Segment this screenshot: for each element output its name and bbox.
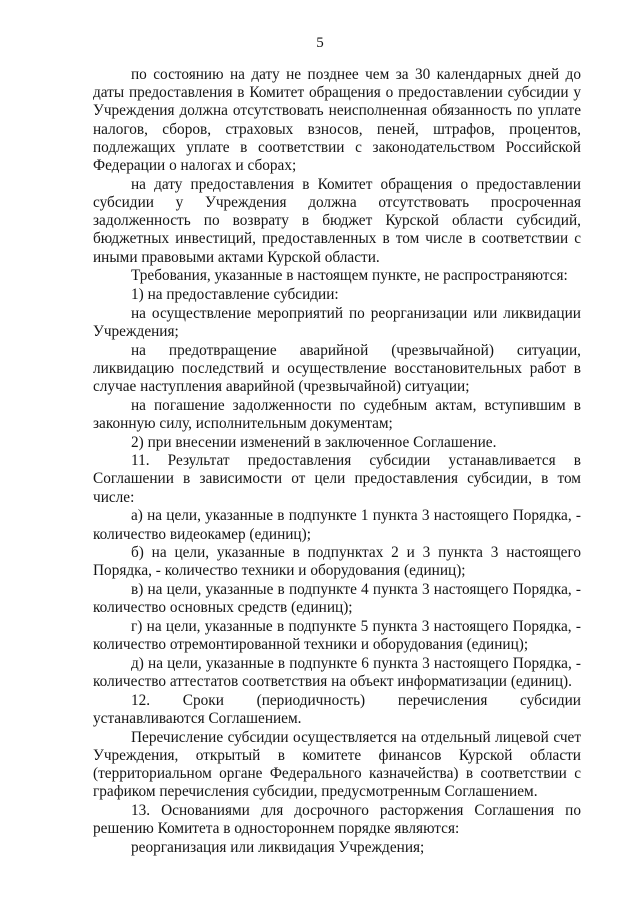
paragraph-17: 13. Основаниями для досрочного расторжения Соглашения по решению Комитета в одностороннем порядке являются: — [93, 802, 581, 838]
page-number: 5 — [316, 35, 324, 51]
paragraph-12: в) на цели, указанные в подпункте 4 пункта 3 настоящего Порядка, - количество основных средств (единиц); — [93, 581, 581, 617]
paragraph-8: 2) при внесении изменений в заключенное Соглашение. — [131, 433, 497, 451]
paragraph-7: на погашение задолженности по судебным актам, вступившим в законную силу, исполнительным документам; — [93, 396, 581, 432]
paragraph-3: Требования, указанные в настоящем пункте, не распространяются: — [131, 267, 568, 285]
paragraph-2: на дату предоставления в Комитет обращения о предоставлении субсидии у Учреждения должна отсутствовать просроченная задолженность по возврату в бюджет Курской области субсидий, бюджетных инвестиций, предоставленных в том числе в соответствии с иными правовыми актами Курской области. — [93, 175, 581, 266]
paragraph-6: на предотвращение аварийной (чрезвычайной) ситуации, ликвидацию последствий и осуществление восстановительных работ в случае наступления аварийной (чрезвычайной) ситуации; — [93, 341, 581, 395]
paragraph-11: б) на цели, указанные в подпунктах 2 и 3 пункта 3 настоящего Порядка, - количество техники и оборудования (единиц); — [93, 544, 581, 580]
paragraph-14: д) на цели, указанные в подпункте 6 пункта 3 настоящего Порядка, - количество аттестатов соответствия на объект информатизации (единиц). — [93, 655, 581, 691]
paragraph-16: Перечисление субсидии осуществляется на отдельный лицевой счет Учреждения, открытый в комитете финансов Курской области (территориальном органе Федерального казначейства) в соответствии с графиком перечисления субсидии, предусмотренным Соглашением. — [93, 728, 581, 801]
paragraph-9: 11. Результат предоставления субсидии устанавливается в Соглашении в зависимости от цели предоставления субсидии, в том числе: — [93, 452, 581, 506]
paragraph-1: по состоянию на дату не позднее чем за 30 календарных дней до даты предоставления в Комитет обращения о предоставлении субсидии у Учреждения должна отсутствовать неисполненная обязанность по уплате налогов, сборов, страховых взносов, пеней, штрафов, процентов, подлежащих уплате в соответствии с законодательством Российской Федерации о налогах и сборах; — [93, 66, 581, 175]
paragraph-4: 1) на предоставление субсидии: — [131, 285, 339, 303]
paragraph-15: 12. Сроки (периодичность) перечисления субсидии устанавливаются Соглашением. — [93, 691, 581, 728]
paragraph-13: г) на цели, указанные в подпункте 5 пункта 3 настоящего Порядка, - количество отремонтированной техники и оборудования (единиц); — [93, 618, 581, 654]
paragraph-10: а) на цели, указанные в подпункте 1 пункта 3 настоящего Порядка, - количество видеокамер (единиц); — [93, 507, 581, 543]
paragraph-5: на осуществление мероприятий по реорганизации или ликвидации Учреждения; — [93, 304, 581, 340]
paragraph-18: реорганизация или ликвидация Учреждения; — [131, 839, 425, 857]
document-body — [93, 66, 581, 858]
